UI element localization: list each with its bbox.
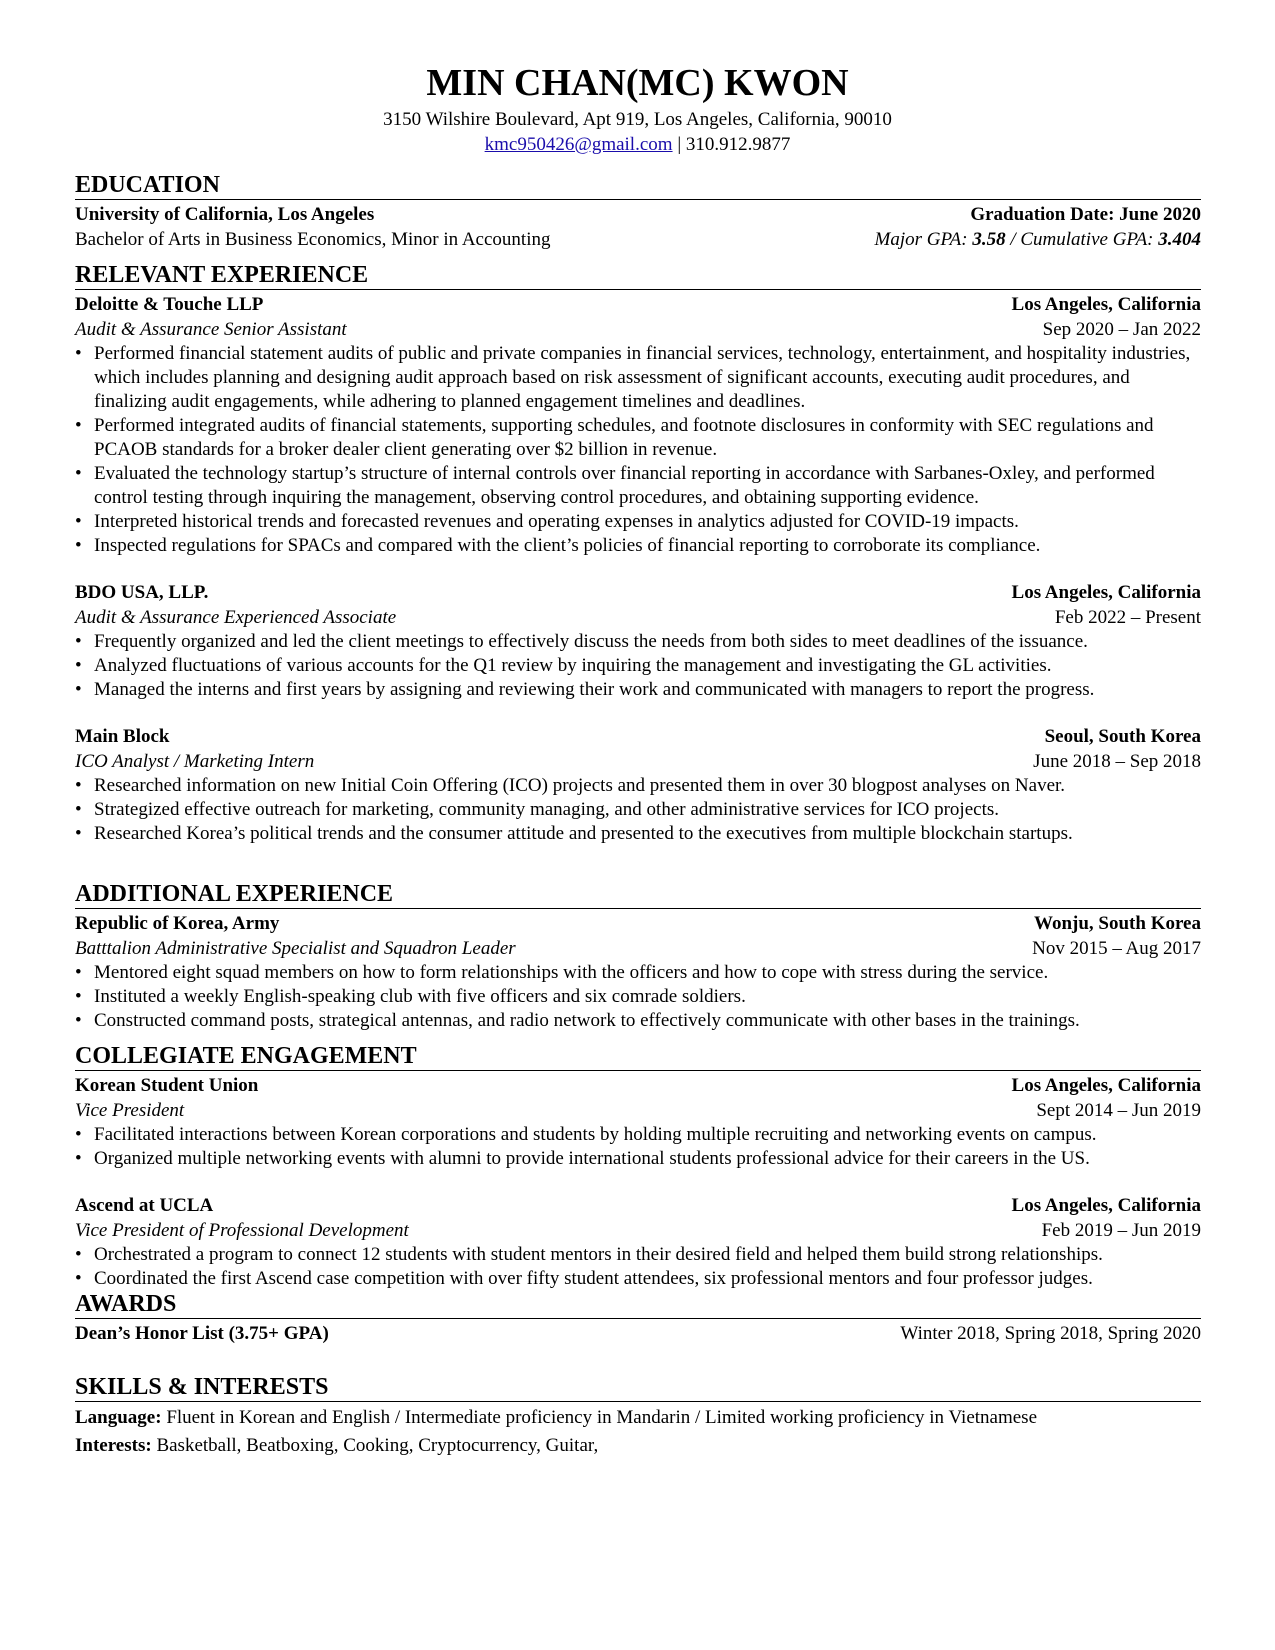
location: Los Angeles, California [1011, 1075, 1201, 1096]
list-item: • Mentored eight squad members on how to form relationships with the officers and how to cope with stress during the service. [75, 961, 1201, 985]
gpa-major: 3.58 [972, 229, 1006, 250]
list-item: • Researched information on new Initial Coin Offering (ICO) projects and presented them in over 30 blogpost analyses on Naver. [75, 774, 1201, 798]
contact-line [0, 133, 1275, 157]
list-item: • Strategized effective outreach for marketing, community managing, and other administrative services for ICO projects. [75, 798, 1201, 822]
gpa-label: Major GPA: [874, 229, 973, 250]
dates: Feb 2022 – Present [1054, 607, 1201, 628]
education-section [75, 171, 1201, 252]
role: ICO Analyst / Marketing Intern [75, 751, 315, 772]
phone: 310.912.9877 [685, 134, 791, 155]
experience-entry [75, 1073, 1201, 1171]
bullet-list [75, 961, 1201, 1033]
experience-entry [75, 1193, 1201, 1291]
org-name: Main Block [75, 726, 170, 747]
award-name: Dean’s Honor List (3.75+ GPA) [75, 1323, 329, 1344]
role: Vice President of Professional Development [75, 1220, 409, 1241]
list-item: • Performed integrated audits of financial statements, supporting schedules, and footnote disclosures in conformity with SEC regulations and PCAOB standards for a broker dealer client generating over $2 billion in revenue. [75, 414, 1201, 462]
section-title: RELEVANT EXPERIENCE [75, 261, 1201, 290]
dates: Sept 2014 – Jun 2019 [1036, 1100, 1201, 1121]
experience-entry [75, 724, 1201, 846]
interests-label: Interests: [75, 1435, 152, 1456]
org-name: Deloitte & Touche LLP [75, 294, 264, 315]
role: Batttalion Administrative Specialist and Squadron Leader [75, 938, 516, 959]
bullet-list [75, 774, 1201, 846]
relevant-experience-section [75, 261, 1201, 846]
location: Seoul, South Korea [1044, 726, 1201, 747]
language-value: Fluent in Korean and English / Intermediate proficiency in Mandarin / Limited working proficiency in Vietnamese [161, 1407, 1038, 1428]
list-item: • Organized multiple networking events with alumni to provide international students professional advice for their careers in the US. [75, 1147, 1201, 1171]
candidate-name: MIN CHAN(MC) KWON [426, 62, 849, 104]
contact-separator: | [672, 134, 686, 155]
role: Audit & Assurance Experienced Associate [75, 607, 397, 628]
gpa-cumulative: 3.404 [1158, 229, 1201, 250]
interests-line [75, 1432, 598, 1460]
gpa-label: / Cumulative GPA: [1005, 229, 1159, 250]
experience-entry [75, 580, 1201, 702]
collegiate-engagement-section [75, 1042, 1201, 1291]
section-title: ADDITIONAL EXPERIENCE [75, 880, 1201, 909]
list-item: • Coordinated the first Ascend case competition with over fifty student attendees, six professional mentors and four professor judges. [75, 1267, 1201, 1291]
section-title: AWARDS [75, 1290, 1201, 1319]
experience-entry [75, 292, 1201, 558]
interests-value: Basketball, Beatboxing, Cooking, Cryptocurrency, Guitar, [151, 1435, 599, 1456]
location: Los Angeles, California [1011, 294, 1201, 315]
bullet-list [75, 342, 1201, 558]
list-item: • Frequently organized and led the client meetings to effectively discuss the needs from both sides to meet deadlines of the issuance. [75, 630, 1201, 654]
experience-entry [75, 911, 1201, 1033]
list-item: • Evaluated the technology startup’s structure of internal controls over financial reporting in accordance with Sarbanes-Oxley, and performed control testing through inquiring the management, observing control procedures, and obtaining supporting evidence. [75, 462, 1201, 510]
list-item: • Managed the interns and first years by assigning and reviewing their work and communicated with managers to report the progress. [75, 678, 1201, 702]
org-name: Ascend at UCLA [75, 1195, 214, 1216]
list-item: • Inspected regulations for SPACs and compared with the client’s policies of financial reporting to corroborate its compliance. [75, 534, 1201, 558]
dates: June 2018 – Sep 2018 [1033, 751, 1201, 772]
school-name: University of California, Los Angeles [75, 204, 375, 225]
gpa [875, 227, 1202, 252]
org-name: Republic of Korea, Army [75, 913, 280, 934]
dates: Nov 2015 – Aug 2017 [1032, 938, 1201, 959]
org-name: BDO USA, LLP. [75, 582, 209, 603]
section-title: COLLEGIATE ENGAGEMENT [75, 1042, 1201, 1071]
role: Vice President [75, 1100, 185, 1121]
section-title: SKILLS & INTERESTS [75, 1373, 1201, 1402]
additional-experience-section [75, 880, 1201, 1033]
award-dates: Winter 2018, Spring 2018, Spring 2020 [900, 1323, 1201, 1344]
location: Wonju, South Korea [1034, 913, 1201, 934]
list-item: • Constructed command posts, strategical antennas, and radio network to effectively communicate with other bases in the trainings. [75, 1009, 1201, 1033]
awards-section [75, 1290, 1201, 1346]
graduation-date: Graduation Date: June 2020 [970, 204, 1201, 225]
bullet-list [75, 630, 1201, 702]
location: Los Angeles, California [1011, 582, 1201, 603]
section-title: EDUCATION [75, 171, 1201, 200]
dates: Sep 2020 – Jan 2022 [1042, 319, 1201, 340]
list-item: • Facilitated interactions between Korean corporations and students by holding multiple recruiting and networking events on campus. [75, 1123, 1201, 1147]
list-item: • Orchestrated a program to connect 12 students with student mentors in their desired field and helped them build strong relationships. [75, 1243, 1201, 1267]
list-item: • Analyzed fluctuations of various accounts for the Q1 review by inquiring the management and investigating the GL activities. [75, 654, 1201, 678]
skills-section [75, 1373, 1201, 1460]
degree: Bachelor of Arts in Business Economics, Minor in Accounting [75, 229, 551, 250]
list-item: • Performed financial statement audits of public and private companies in financial services, technology, entertainment, and hospitality industries, which includes planning and designing audit approach based on risk assessment of significant accounts, executing audit procedures, and finalizing audit engagements, while adhering to planned engagement timelines and deadlines. [75, 342, 1201, 414]
list-item: • Instituted a weekly English-speaking club with five officers and six comrade soldiers. [75, 985, 1201, 1009]
address: 3150 Wilshire Boulevard, Apt 919, Los Angeles, California, 90010 [383, 109, 892, 130]
list-item: • Researched Korea’s political trends and the consumer attitude and presented to the executives from multiple blockchain startups. [75, 822, 1201, 846]
email-link[interactable]: kmc950426@gmail.com [484, 134, 673, 155]
role: Audit & Assurance Senior Assistant [75, 319, 347, 340]
bullet-list [75, 1243, 1201, 1291]
language-line [75, 1404, 1037, 1432]
language-label: Language: [75, 1407, 162, 1428]
list-item: • Interpreted historical trends and forecasted revenues and operating expenses in analytics adjusted for COVID-19 impacts. [75, 510, 1201, 534]
org-name: Korean Student Union [75, 1075, 259, 1096]
dates: Feb 2019 – Jun 2019 [1041, 1220, 1201, 1241]
bullet-list [75, 1123, 1201, 1171]
location: Los Angeles, California [1011, 1195, 1201, 1216]
